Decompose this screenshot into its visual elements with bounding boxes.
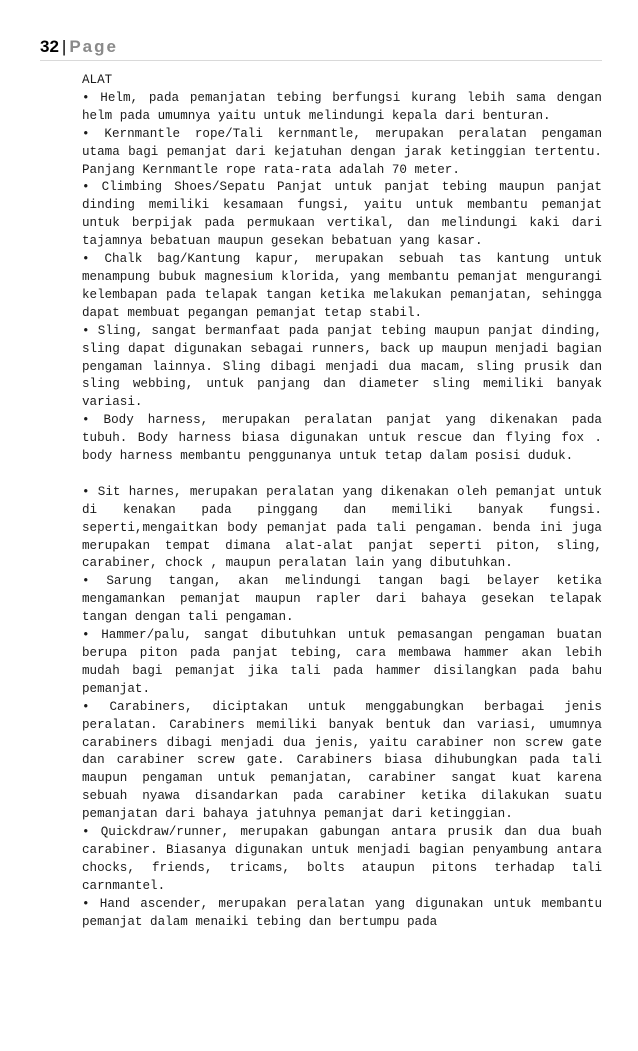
- list-item: • Carabiners, diciptakan untuk menggabungkan berbagai jenis peralatan. Carabiners memiliki banyak bentuk dan variasi, umumnya carabiners dibagi menjadi dua jenis, yaitu carabiner non screw gate dan carabiner screw gate. Carabiners biasa dihubungkan pada tali maupun pengaman untuk pemanjatan, carabiner sangat kuat karena sebuah nyawa disandarkan pada carabiner ketika dilakukan suatu pemanjatan dari bahaya jatuhnya pemanjat dari ketinggian.: [82, 699, 602, 822]
- list-item: • Body harness, merupakan peralatan panjat yang dikenakan pada tubuh. Body harness biasa digunakan untuk rescue dan flying fox . body harness membantu penggunanya untuk tetap dalam posisi duduk.: [82, 413, 602, 464]
- document-body: [82, 72, 602, 931]
- paragraph-gap: [82, 466, 602, 484]
- list-item: • Climbing Shoes/Sepatu Panjat untuk panjat tebing maupun panjat dinding memiliki kesamaan fungsi, yaitu untuk membantu pemanjat untuk berpijak pada permukaan vertikal, dan melindungi kaki dari tajamnya bebatuan maupun gesekan bebatuan yang kasar.: [82, 180, 602, 249]
- list-item: • Helm, pada pemanjatan tebing berfungsi kurang lebih sama dengan helm pada umumnya yaitu untuk melindungi kepala dari benturan.: [82, 90, 602, 123]
- list-item: • Hammer/palu, sangat dibutuhkan untuk pemasangan pengaman buatan berupa piton pada panjat tebing, cara membawa hammer akan lebih mudah bagi pemanjat jika tali pada hammer disilangkan pada bahu pemanjat.: [82, 628, 602, 696]
- list-item: • Sling, sangat bermanfaat pada panjat tebing maupun panjat dinding, sling dapat digunakan sebagai runners, back up maupun menjadi bagian pengaman lainnya. Sling dibagi menjadi dua macam, sling prusik dan sling webbing, untuk panjang dan diameter sling memiliki banyak variasi.: [82, 323, 602, 410]
- page-separator: |: [61, 37, 67, 56]
- page-label: Page: [69, 37, 118, 56]
- list-item: • Kernmantle rope/Tali kernmantle, merupakan peralatan pengaman utama bagi pemanjat dari kejatuhan dengan jarak ketinggian tertentu. Panjang Kernmantle rope rata-rata adalah 70 meter.: [82, 126, 602, 177]
- list-item: • Sarung tangan, akan melindungi tangan bagi belayer ketika mengamankan pemanjat maupun rapler dari bahaya gesekan telapak tangan dengan tali pengaman.: [82, 574, 602, 625]
- list-item: • Quickdraw/runner, merupakan gabungan antara prusik dan dua buah carabiner. Biasanya digunakan untuk menjadi bagian penyambung antara chocks, friends, tricams, bolts ataupun pitons terhadap tali carnmantel.: [82, 825, 602, 893]
- list-item: • Chalk bag/Kantung kapur, merupakan sebuah tas kantung untuk menampung bubuk magnesium klorida, yang membantu pemanjat mengurangi kelembapan pada telapak tangan ketika melakukan pemanjatan, sehingga dapat membuat pegangan pemanjat tetap stabil.: [82, 252, 602, 320]
- list-item: • Hand ascender, merupakan peralatan yang digunakan untuk membantu pemanjat dalam menaiki tebing dan bertumpu pada: [82, 896, 602, 929]
- section-title: ALAT: [82, 73, 113, 87]
- page-number: 32: [40, 37, 59, 56]
- list-item: • Sit harnes, merupakan peralatan yang dikenakan oleh pemanjat untuk di kenakan pada pinggang dan memiliki banyak fungsi. seperti,mengaitkan body pemanjat pada tali pengaman. benda ini juga merupakan tempat dimana alat-alat panjat seperti piton, sling, carabiner, chock , maupun peralatan lain yang dibutuhkan.: [82, 484, 602, 571]
- page-header: [40, 36, 602, 61]
